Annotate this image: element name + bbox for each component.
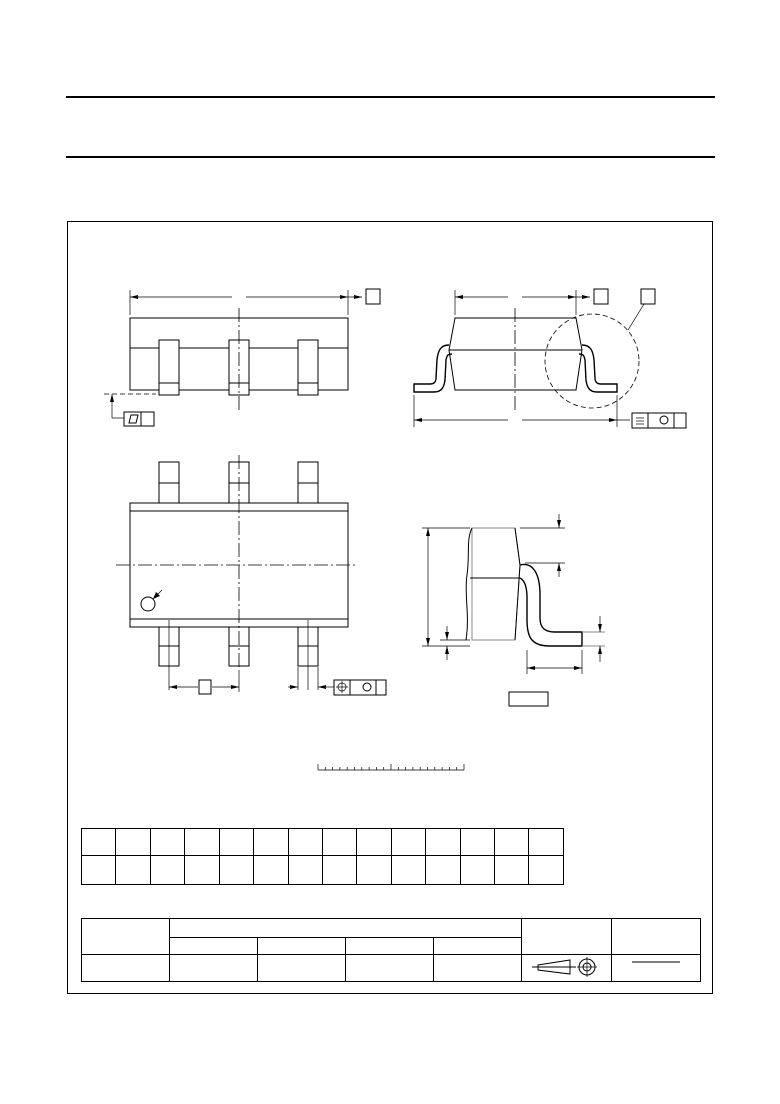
iec-value-cell — [170, 955, 258, 982]
dimension-table-cell — [82, 856, 116, 885]
dimension-table-cell — [185, 829, 219, 856]
dimension-table-cell — [254, 856, 288, 885]
dimension-table-cell — [150, 856, 184, 885]
detail-caption-box — [509, 692, 548, 706]
dimension-table-cell — [150, 829, 184, 856]
dimension-table-cell — [529, 856, 564, 885]
parallelism-icon — [636, 418, 644, 424]
projection-cell — [522, 919, 612, 955]
circle-modifier-icon — [363, 683, 371, 691]
dimension-table-cell — [357, 829, 391, 856]
dimension-table-cell — [495, 856, 529, 885]
pin1-marker — [141, 597, 155, 611]
dimension-table-cell — [460, 856, 494, 885]
dimension-table-cell — [82, 829, 116, 856]
date-value-cell — [612, 955, 701, 982]
dimension-table-cell — [322, 856, 356, 885]
dimension-table-cell — [116, 856, 150, 885]
dimension-table-cell — [219, 856, 253, 885]
pitch-box — [199, 680, 211, 694]
dimension-table-cell — [288, 829, 322, 856]
extra-value-cell — [434, 955, 522, 982]
outline-version-table — [81, 918, 701, 982]
dimension-table-cell — [426, 829, 460, 856]
dimension-table-cell — [357, 856, 391, 885]
references-header-cell — [170, 919, 522, 938]
reference-iec-cell — [170, 938, 258, 955]
bottom-view — [116, 455, 386, 695]
dimension-table-cell — [288, 856, 322, 885]
outline-version-cell — [82, 919, 170, 955]
side-view — [414, 289, 686, 428]
top-view — [104, 289, 380, 426]
dimension-table-cell — [460, 829, 494, 856]
dimension-table-cell — [254, 829, 288, 856]
dimension-table — [81, 828, 564, 885]
jedec-value-cell — [258, 955, 346, 982]
datum-box-side — [594, 289, 608, 304]
position-icon — [336, 681, 348, 693]
flatness-icon — [129, 415, 138, 423]
dimension-table-cell — [391, 829, 425, 856]
dimension-table-cell — [391, 856, 425, 885]
dimension-table-cell — [495, 829, 529, 856]
reference-extra-cell — [434, 938, 522, 955]
datum-box-top — [366, 289, 380, 304]
dimension-table-row — [82, 856, 564, 885]
dimension-table-cell — [529, 829, 564, 856]
dimension-table-cell — [116, 829, 150, 856]
outline-value-cell — [82, 955, 170, 982]
jeita-value-cell — [346, 955, 434, 982]
reference-jeita-cell — [346, 938, 434, 955]
scale-bar — [318, 764, 464, 770]
detail-view — [422, 514, 605, 706]
detail-label-box — [641, 289, 655, 304]
dimension-table-cell — [219, 829, 253, 856]
issue-date-cell — [612, 919, 701, 955]
dimension-table-cell — [426, 856, 460, 885]
dimension-table-row — [82, 829, 564, 856]
dimension-table-cell — [322, 829, 356, 856]
projection-value-cell — [522, 955, 612, 982]
dimension-table-cell — [185, 856, 219, 885]
reference-jedec-cell — [258, 938, 346, 955]
circle-modifier-icon — [660, 416, 668, 424]
